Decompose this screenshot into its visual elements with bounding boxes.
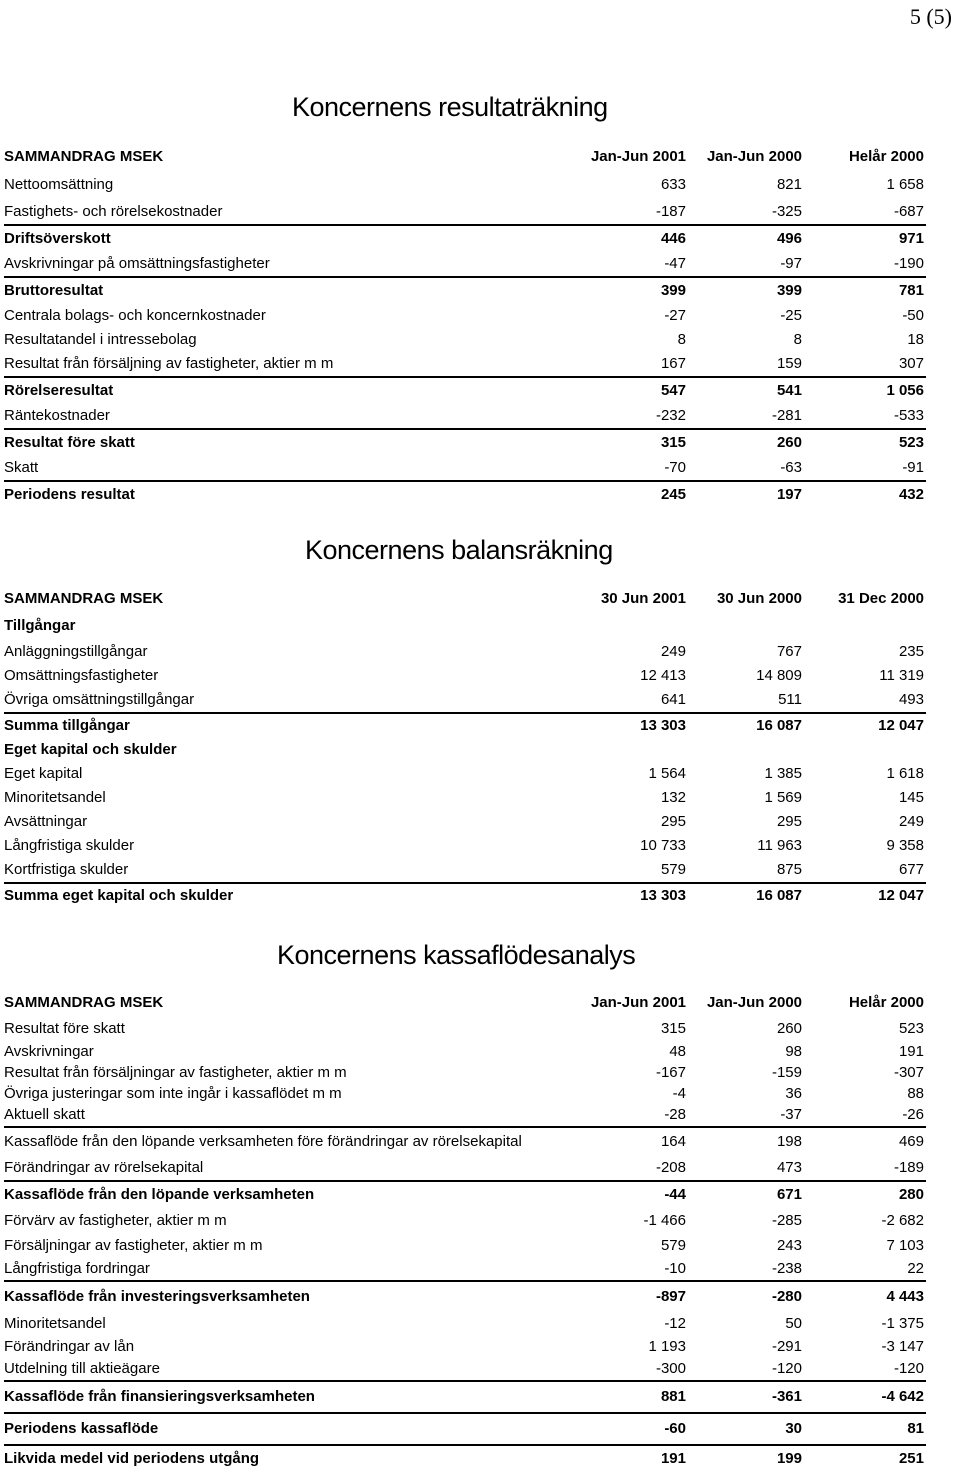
- cashflow-header-c3: Helår 2000: [848, 994, 924, 1011]
- cashflow-row: [4, 1062, 926, 1084]
- cashflow-row-label: Resultat från försäljningar av fastigheter, aktier m m: [4, 1064, 347, 1081]
- income-row-label: Periodens resultat: [4, 486, 135, 503]
- income-row-value-c1: 245: [660, 486, 686, 503]
- balance-row-value-c3: 1 618: [886, 765, 924, 782]
- income-row-value-c1: -232: [655, 407, 686, 424]
- income-row: [4, 224, 926, 252]
- balance-header-label: SAMMANDRAG MSEK: [4, 590, 164, 607]
- cashflow-row-value-c2: -120: [771, 1360, 802, 1377]
- balance-row-label: Övriga omsättningstillgångar: [4, 691, 195, 708]
- balance-row-label: Summa eget kapital och skulder: [4, 887, 234, 904]
- cashflow-row-value-c2: 30: [785, 1420, 802, 1437]
- balance-header-row: [4, 586, 926, 612]
- cashflow-row-value-c3: -3 147: [881, 1338, 924, 1355]
- cashflow-row-value-c3: -307: [893, 1064, 924, 1081]
- income-row-value-c2: 821: [776, 176, 802, 193]
- cashflow-row: [4, 1336, 926, 1358]
- cashflow-row-value-c3: 469: [898, 1133, 924, 1150]
- balance-row-value-c2: 11 963: [757, 837, 802, 854]
- cashflow-header-row: [4, 990, 926, 1016]
- cashflow-row-value-c2: 260: [776, 1020, 802, 1037]
- income-row: [4, 480, 926, 508]
- income-row-value-c3: -533: [893, 407, 924, 424]
- balance-row-label: Avsättningar: [4, 813, 88, 830]
- cashflow-row-value-c2: -280: [771, 1288, 802, 1305]
- cashflow-header-c1: Jan-Jun 2001: [590, 994, 686, 1011]
- cashflow-row: [4, 1104, 926, 1126]
- cashflow-row-value-c1: -12: [664, 1315, 686, 1332]
- income-row-value-c1: -70: [664, 459, 686, 476]
- balance-row-label: Tillgångar: [4, 617, 76, 634]
- cashflow-row-value-c2: 243: [776, 1237, 802, 1254]
- balance-row: [4, 882, 926, 908]
- cashflow-row: [4, 1358, 926, 1380]
- cashflow-row: [4, 1258, 926, 1280]
- income-row-label: Nettoomsättning: [4, 176, 114, 193]
- cashflow-row-label: Övriga justeringar som inte ingår i kassaflödet m m: [4, 1085, 342, 1102]
- balance-row-value-c1: 13 303: [640, 887, 686, 904]
- balance-row-value-c1: 579: [660, 861, 686, 878]
- income-header-label: SAMMANDRAG MSEK: [4, 148, 164, 165]
- cashflow-row-value-c1: -1 466: [643, 1212, 686, 1229]
- balance-title: Koncernens balansräkning: [305, 535, 613, 565]
- income-row-label: Resultat före skatt: [4, 434, 135, 451]
- cashflow-row-value-c1: 1 193: [648, 1338, 686, 1355]
- cashflow-row-label: Förändringar av lån: [4, 1338, 135, 1355]
- balance-row: [4, 640, 926, 664]
- income-row-value-c2: 496: [776, 230, 802, 247]
- cashflow-header-label: SAMMANDRAG MSEK: [4, 994, 164, 1011]
- income-row-value-c2: -97: [780, 255, 802, 272]
- income-row-label: Rörelseresultat: [4, 382, 114, 399]
- income-row-value-c1: 399: [660, 282, 686, 299]
- income-row-value-c1: -187: [655, 203, 686, 220]
- cashflow-row-value-c1: 881: [660, 1388, 686, 1405]
- income-header-c2: Jan-Jun 2000: [706, 148, 802, 165]
- cashflow-row-label: Kassaflöde från den löpande verksamheten: [4, 1186, 315, 1203]
- balance-row-value-c3: 145: [898, 789, 924, 806]
- cashflow-row: [4, 1084, 926, 1104]
- income-table: [4, 144, 926, 508]
- balance-row-value-c2: 1 385: [764, 765, 802, 782]
- balance-row-label: Omsättningsfastigheter: [4, 667, 159, 684]
- balance-row-value-c1: 10 733: [640, 837, 686, 854]
- income-row: [4, 376, 926, 404]
- income-row-value-c1: -27: [664, 307, 686, 324]
- cashflow-row-label: Försäljningar av fastigheter, aktier m m: [4, 1237, 263, 1254]
- balance-row-value-c1: 1 564: [648, 765, 686, 782]
- balance-row-label: Anläggningstillgångar: [4, 643, 148, 660]
- income-row-value-c2: 260: [776, 434, 802, 451]
- cashflow-row-label: Likvida medel vid periodens utgång: [4, 1450, 260, 1467]
- cashflow-row-value-c2: 199: [776, 1450, 802, 1467]
- income-row-value-c3: -50: [902, 307, 924, 324]
- cashflow-row: [4, 1444, 926, 1472]
- income-row-value-c2: -25: [780, 307, 802, 324]
- balance-row-value-c1: 132: [660, 789, 686, 806]
- balance-row-value-c3: 9 358: [886, 837, 924, 854]
- income-row-value-c3: 1 056: [886, 382, 924, 399]
- balance-row-value-c1: 641: [660, 691, 686, 708]
- income-row-value-c2: 159: [776, 355, 802, 372]
- balance-row-value-c2: 295: [776, 813, 802, 830]
- cashflow-row-value-c1: -897: [655, 1288, 686, 1305]
- income-row-value-c3: 523: [898, 434, 924, 451]
- income-row-value-c1: 633: [660, 176, 686, 193]
- income-row-value-c3: 781: [898, 282, 924, 299]
- cashflow-row-label: Utdelning till aktieägare: [4, 1360, 160, 1377]
- cashflow-row-label: Förvärv av fastigheter, aktier m m: [4, 1212, 227, 1229]
- cashflow-row-value-c1: -300: [655, 1360, 686, 1377]
- income-row: [4, 404, 926, 428]
- income-row-value-c3: -91: [902, 459, 924, 476]
- balance-row: [4, 858, 926, 882]
- cashflow-row: [4, 1234, 926, 1258]
- cashflow-row-value-c3: 191: [898, 1043, 924, 1060]
- balance-row: [4, 762, 926, 786]
- balance-row-value-c2: 875: [776, 861, 802, 878]
- income-row-value-c2: 399: [776, 282, 802, 299]
- income-row-value-c2: -281: [771, 407, 802, 424]
- balance-row-value-c2: 767: [776, 643, 802, 660]
- balance-row-value-c2: 16 087: [756, 887, 802, 904]
- balance-header-c2: 30 Jun 2000: [716, 590, 802, 607]
- cashflow-row-value-c2: -291: [771, 1338, 802, 1355]
- balance-row-value-c2: 511: [778, 691, 802, 708]
- income-row-value-c1: 315: [660, 434, 686, 451]
- cashflow-row-value-c3: -4 642: [881, 1388, 924, 1405]
- income-row-label: Resultatandel i intressebolag: [4, 331, 197, 348]
- balance-row-value-c1: 13 303: [640, 717, 686, 734]
- income-row-value-c1: 446: [660, 230, 686, 247]
- cashflow-row: [4, 1380, 926, 1412]
- cashflow-row-value-c1: 579: [660, 1237, 686, 1254]
- cashflow-row-value-c2: 36: [785, 1085, 802, 1102]
- income-row: [4, 456, 926, 480]
- income-row-value-c3: 18: [907, 331, 924, 348]
- balance-row: [4, 786, 926, 810]
- cashflow-row-value-c1: 191: [660, 1450, 686, 1467]
- cashflow-row-value-c2: 98: [785, 1043, 802, 1060]
- cashflow-row-value-c1: -208: [655, 1159, 686, 1176]
- cashflow-row-label: Kassaflöde från investeringsverksamheten: [4, 1288, 310, 1305]
- income-row: [4, 352, 926, 376]
- page-number: 5 (5): [909, 4, 952, 29]
- balance-header-c1: 30 Jun 2001: [600, 590, 686, 607]
- cashflow-row-value-c1: -44: [664, 1186, 686, 1203]
- income-header-row: [4, 144, 926, 170]
- cashflow-row-value-c2: 50: [785, 1315, 802, 1332]
- balance-row-value-c3: 12 047: [878, 717, 924, 734]
- cashflow-row-value-c2: 198: [776, 1133, 802, 1150]
- income-header-c3: Helår 2000: [848, 148, 924, 165]
- cashflow-row-value-c3: 22: [907, 1260, 924, 1277]
- income-row-label: Räntekostnader: [4, 407, 110, 424]
- income-row-label: Resultat från försäljning av fastigheter, aktier m m: [4, 355, 334, 372]
- income-row: [4, 200, 926, 224]
- cashflow-row-value-c1: 315: [660, 1020, 686, 1037]
- balance-row: [4, 834, 926, 858]
- balance-row-value-c1: 12 413: [640, 667, 686, 684]
- income-row-value-c1: 8: [677, 331, 686, 348]
- cashflow-table: [4, 990, 926, 1472]
- income-row: [4, 304, 926, 328]
- cashflow-row-value-c3: 4 443: [886, 1288, 924, 1305]
- cashflow-row-value-c1: -28: [664, 1106, 686, 1123]
- balance-row-label: Eget kapital: [4, 765, 83, 782]
- cashflow-row-label: Minoritetsandel: [4, 1315, 106, 1332]
- balance-row-value-c2: 1 569: [764, 789, 802, 806]
- balance-row: [4, 712, 926, 738]
- income-row-label: Driftsöverskott: [4, 230, 111, 247]
- balance-row-value-c3: 493: [898, 691, 924, 708]
- income-row-value-c3: 1 658: [886, 176, 924, 193]
- balance-header-c3: 31 Dec 2000: [838, 590, 924, 607]
- income-row-value-c2: -63: [780, 459, 802, 476]
- cashflow-row-value-c2: -361: [771, 1388, 802, 1405]
- cashflow-row-value-c2: 671: [776, 1186, 802, 1203]
- cashflow-row-value-c3: 280: [898, 1186, 924, 1203]
- cashflow-row-value-c1: -4: [672, 1085, 686, 1102]
- balance-row-value-c3: 235: [898, 643, 924, 660]
- cashflow-row: [4, 1180, 926, 1208]
- income-row-value-c1: -47: [664, 255, 686, 272]
- income-row-value-c3: -190: [893, 255, 924, 272]
- cashflow-row-value-c2: -37: [780, 1106, 802, 1123]
- cashflow-row-value-c3: -2 682: [881, 1212, 924, 1229]
- balance-row-value-c2: 14 809: [756, 667, 802, 684]
- cashflow-row-label: Periodens kassaflöde: [4, 1420, 159, 1437]
- cashflow-row-value-c3: 88: [907, 1085, 924, 1102]
- cashflow-row-value-c2: -159: [771, 1064, 802, 1081]
- balance-table: [4, 586, 926, 908]
- income-row: [4, 328, 926, 352]
- cashflow-row-value-c1: -60: [664, 1420, 686, 1437]
- income-row-label: Fastighets- och rörelsekostnader: [4, 203, 223, 220]
- cashflow-row-value-c1: 164: [660, 1133, 686, 1150]
- income-row-value-c2: -325: [771, 203, 802, 220]
- cashflow-row-label: Aktuell skatt: [4, 1106, 85, 1123]
- income-row-value-c3: 432: [898, 486, 924, 503]
- balance-row-value-c3: 11 319: [879, 667, 924, 684]
- cashflow-row-value-c3: -26: [902, 1106, 924, 1123]
- cashflow-row-value-c1: -10: [664, 1260, 686, 1277]
- income-title: Koncernens resultaträkning: [292, 92, 608, 122]
- cashflow-title: Koncernens kassaflödesanalys: [277, 940, 636, 970]
- cashflow-row-value-c2: -238: [771, 1260, 802, 1277]
- cashflow-row: [4, 1312, 926, 1336]
- balance-row-label: Summa tillgångar: [4, 717, 130, 734]
- balance-row: [4, 664, 926, 688]
- income-row-value-c2: 197: [776, 486, 802, 503]
- income-row-label: Bruttoresultat: [4, 282, 104, 299]
- cashflow-row-value-c3: 81: [907, 1420, 924, 1437]
- cashflow-row-label: Kassaflöde från finansieringsverksamheten: [4, 1388, 315, 1405]
- cashflow-row-value-c3: -189: [893, 1159, 924, 1176]
- cashflow-row-label: Kassaflöde från den löpande verksamheten före förändringar av rörelsekapital: [4, 1133, 522, 1150]
- balance-row: [4, 810, 926, 834]
- cashflow-row-value-c1: 48: [669, 1043, 686, 1060]
- cashflow-row-value-c1: -167: [655, 1064, 686, 1081]
- cashflow-row-value-c3: 251: [898, 1450, 924, 1467]
- income-row: [4, 428, 926, 456]
- cashflow-row: [4, 1156, 926, 1180]
- balance-row-value-c3: 677: [898, 861, 924, 878]
- cashflow-row: [4, 1016, 926, 1042]
- balance-row-label: Eget kapital och skulder: [4, 741, 177, 758]
- income-row-value-c3: 307: [898, 355, 924, 372]
- balance-row: [4, 688, 926, 712]
- balance-row: [4, 612, 926, 640]
- income-row: [4, 170, 926, 200]
- cashflow-row: [4, 1412, 926, 1444]
- income-row-value-c3: 971: [898, 230, 924, 247]
- balance-row-label: Långfristiga skulder: [4, 837, 135, 854]
- cashflow-header-c2: Jan-Jun 2000: [706, 994, 802, 1011]
- balance-row-label: Kortfristiga skulder: [4, 861, 129, 878]
- income-row-label: Skatt: [4, 459, 39, 476]
- income-row-value-c2: 8: [793, 331, 802, 348]
- income-row-value-c3: -687: [893, 203, 924, 220]
- balance-row-value-c2: 16 087: [756, 717, 802, 734]
- income-header-c1: Jan-Jun 2001: [590, 148, 686, 165]
- balance-row-label: Minoritetsandel: [4, 789, 106, 806]
- balance-row: [4, 738, 926, 762]
- cashflow-row-label: Resultat före skatt: [4, 1020, 125, 1037]
- cashflow-row-value-c3: -120: [893, 1360, 924, 1377]
- cashflow-row-label: Förändringar av rörelsekapital: [4, 1159, 204, 1176]
- cashflow-row-value-c3: 7 103: [886, 1237, 924, 1254]
- cashflow-row: [4, 1042, 926, 1062]
- income-row: [4, 252, 926, 276]
- cashflow-row-label: Avskrivningar: [4, 1043, 94, 1060]
- cashflow-row-value-c3: 523: [898, 1020, 924, 1037]
- balance-row-value-c1: 295: [660, 813, 686, 830]
- balance-row-value-c3: 249: [898, 813, 924, 830]
- income-row-label: Centrala bolags- och koncernkostnader: [4, 307, 266, 324]
- income-row-value-c1: 167: [660, 355, 686, 372]
- income-row-value-c1: 547: [660, 382, 686, 399]
- cashflow-row-label: Långfristiga fordringar: [4, 1260, 150, 1277]
- balance-row-value-c1: 249: [660, 643, 686, 660]
- income-row: [4, 276, 926, 304]
- balance-row-value-c3: 12 047: [878, 887, 924, 904]
- cashflow-row-value-c3: -1 375: [881, 1315, 924, 1332]
- cashflow-row: [4, 1208, 926, 1234]
- cashflow-row: [4, 1126, 926, 1156]
- cashflow-row: [4, 1280, 926, 1312]
- income-row-value-c2: 541: [776, 382, 802, 399]
- cashflow-row-value-c2: -285: [771, 1212, 802, 1229]
- income-row-label: Avskrivningar på omsättningsfastigheter: [4, 255, 270, 272]
- cashflow-row-value-c2: 473: [776, 1159, 802, 1176]
